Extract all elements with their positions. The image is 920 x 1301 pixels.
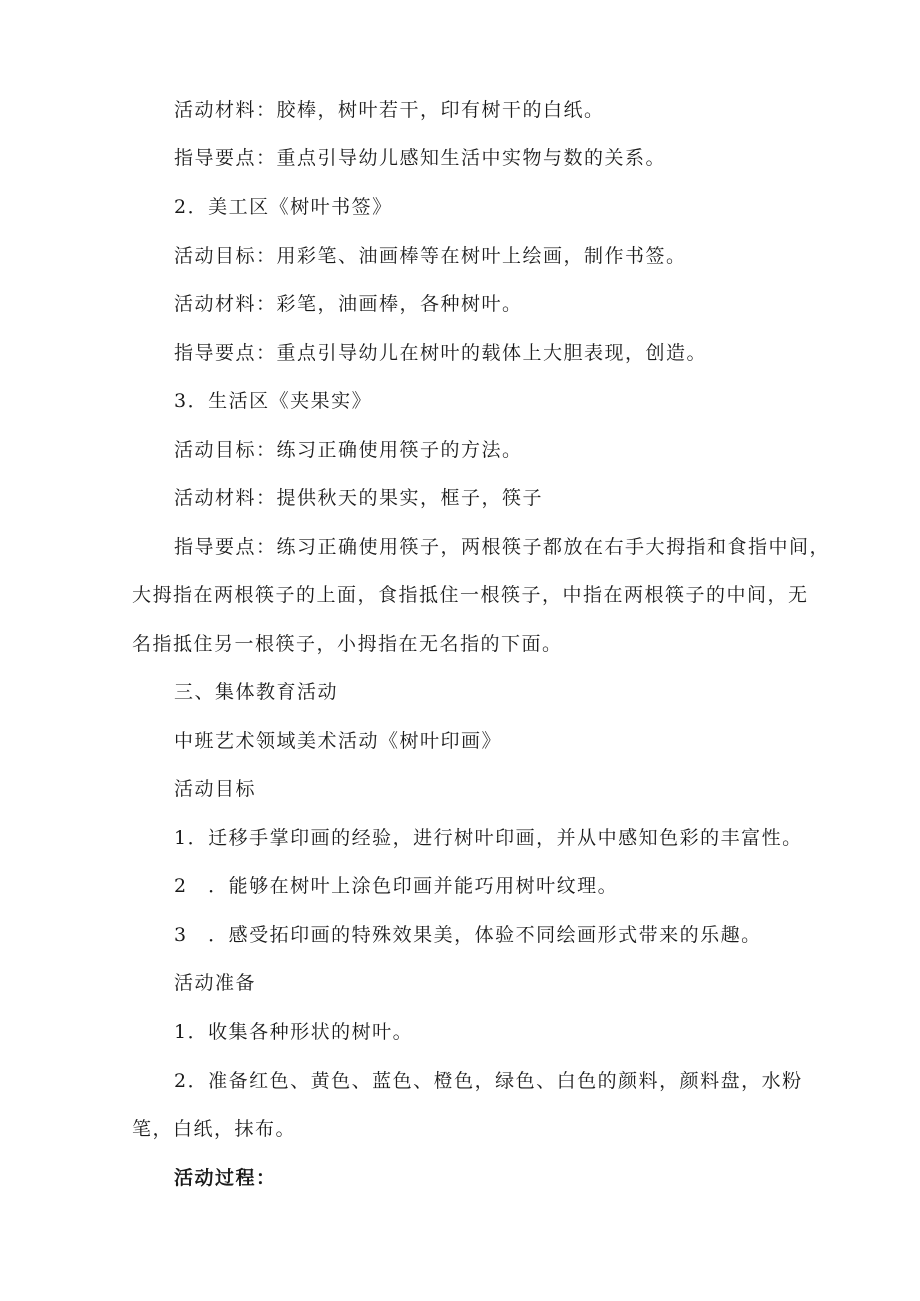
- paragraph-guidance-3-cont-1: 大拇指在两根筷子的上面，食指抵住一根筷子，中指在两根筷子的中间，无: [132, 584, 809, 606]
- preparation-item-2-cont: 笔，白纸，抹布。: [132, 1118, 297, 1140]
- preparation-item-2: 2．准备红色、黄色、蓝色、橙色，绿色、白色的颜料，颜料盘，水粉: [174, 1070, 803, 1092]
- goal-item-2: 2 ．能够在树叶上涂色印画并能巧用树叶纹理。: [174, 875, 619, 897]
- section-heading-group-activity: 三、集体教育活动: [174, 681, 339, 703]
- paragraph-materials-1: 活动材料：胶棒，树叶若干，印有树干的白纸。: [174, 99, 605, 121]
- paragraph-materials-2: 活动材料：彩笔，油画棒，各种树叶。: [174, 293, 523, 315]
- paragraph-goal-2: 活动目标：用彩笔、油画棒等在树叶上绘画，制作书签。: [174, 245, 687, 267]
- paragraph-guidance-3-cont-2: 名指抵住另一根筷子，小拇指在无名指的下面。: [132, 633, 563, 655]
- preparation-item-1: 1．收集各种形状的树叶。: [174, 1021, 414, 1043]
- paragraph-materials-3: 活动材料：提供秋天的果实，框子，筷子: [174, 487, 544, 509]
- goal-item-1: 1．迁移手掌印画的经验，进行树叶印画，并从中感知色彩的丰富性。: [174, 827, 803, 849]
- paragraph-guidance-1: 指导要点：重点引导幼儿感知生活中实物与数的关系。: [174, 147, 667, 169]
- subheading-activity-process: 活动过程：: [174, 1167, 277, 1189]
- heading-art-area: 2．美工区《树叶书签》: [174, 196, 393, 218]
- subheading-activity-goals: 活动目标: [174, 778, 257, 800]
- paragraph-guidance-2: 指导要点：重点引导幼儿在树叶的载体上大胆表现，创造。: [174, 342, 708, 364]
- paragraph-goal-3: 活动目标：练习正确使用筷子的方法。: [174, 439, 523, 461]
- goal-item-3: 3 ．感受拓印画的特殊效果美，体验不同绘画形式带来的乐趣。: [174, 924, 762, 946]
- paragraph-guidance-3: 指导要点：练习正确使用筷子，两根筷子都放在右手大拇指和食指中间，: [174, 536, 831, 558]
- activity-title: 中班艺术领域美术活动《树叶印画》: [174, 730, 503, 752]
- heading-life-area: 3．生活区《夹果实》: [174, 390, 373, 412]
- subheading-activity-preparation: 活动准备: [174, 972, 257, 994]
